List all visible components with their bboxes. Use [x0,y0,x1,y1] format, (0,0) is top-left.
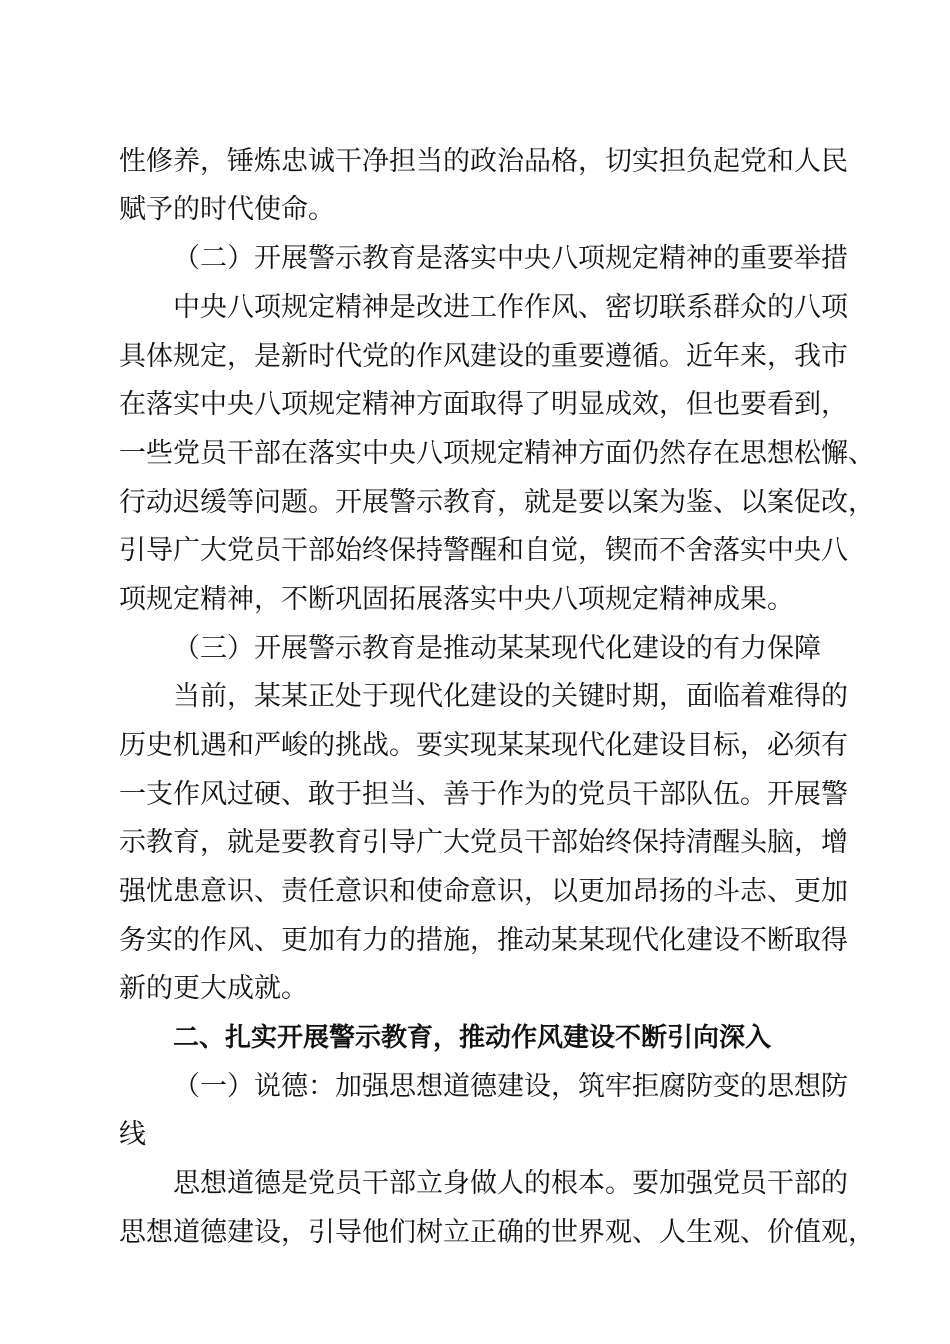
section-subheading: （三）开展警示教育是推动某某现代化建设的有力保障 [173,633,821,664]
paragraph-line: 一支作风过硬、敢于担当、善于作为的党员干部队伍。开展警 [119,779,848,810]
section-subheading: （一）说德：加强思想道德建设，筑牢拒腐防变的思想防 [173,1071,848,1102]
paragraph-line: 赋予的时代使命。 [119,194,335,225]
paragraph-line: 项规定精神，不断巩固拓展落实中央八项规定精神成果。 [119,584,794,615]
section-subheading: （二）开展警示教育是落实中央八项规定精神的重要举措 [173,243,848,274]
paragraph-line: 在落实中央八项规定精神方面取得了明显成效，但也要看到， [119,389,848,420]
section-subheading-continued: 线 [119,1119,146,1150]
paragraph-line: 思想道德是党员干部立身做人的根本。要加强党员干部的 [173,1168,848,1199]
paragraph-line: 示教育，就是要教育引导广大党员干部始终保持清醒头脑，增 [119,827,848,858]
paragraph-line: 强忧患意识、责任意识和使命意识，以更加昂扬的斗志、更加 [119,876,848,907]
paragraph-line: 具体规定，是新时代党的作风建设的重要遵循。近年来，我市 [119,341,848,372]
paragraph-line: 引导广大党员干部始终保持警醒和自觉，锲而不舍落实中央八 [119,535,848,566]
paragraph-line: 历史机遇和严峻的挑战。要实现某某现代化建设目标，必须有 [119,730,848,761]
section-heading: 二、扎实开展警示教育，推动作风建设不断引向深入 [173,1023,772,1053]
paragraph-line: 当前，某某正处于现代化建设的关键时期，面临着难得的 [173,681,848,712]
paragraph-line: 思想道德建设，引导他们树立正确的世界观、人生观、价值观， [119,1217,875,1248]
paragraph-line: 性修养，锤炼忠诚干净担当的政治品格，切实担负起党和人民 [119,146,848,177]
paragraph-line: 行动迟缓等问题。开展警示教育，就是要以案为鉴、以案促改， [119,487,875,518]
paragraph-line: 一些党员干部在落实中央八项规定精神方面仍然存在思想松懈、 [119,438,875,469]
paragraph-line: 新的更大成就。 [119,973,308,1004]
paragraph-line: 中央八项规定精神是改进工作作风、密切联系群众的八项 [173,292,848,323]
paragraph-line: 务实的作风、更加有力的措施，推动某某现代化建设不断取得 [119,925,848,956]
